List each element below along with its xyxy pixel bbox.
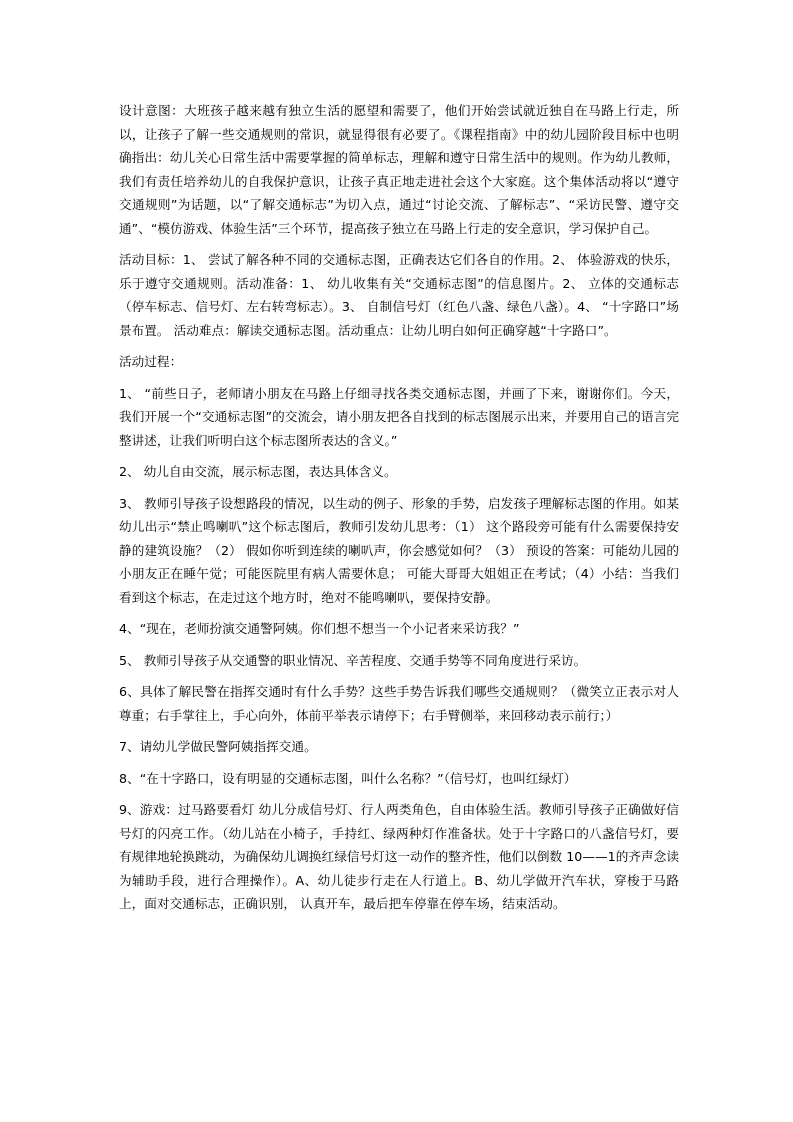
process-step-3: 3、 教师引导孩子设想路段的情况，以生动的例子、形象的手势，启发孩子理解标志图的作用。如某幼儿出示“禁止鸣喇叭”这个标志图后，教师引发幼儿思考：（1） 这个路段旁可能有什么需要保持安静的建筑设施？（2） 假如你听到连续的喇叭声，你会感觉如何？（3） 预设的答案：可能幼儿园的小朋友正在睡午觉；可能医院里有病人需要休息； 可能大哥哥大姐姐正在考试；（4）小结：当我们看到这个标志，在走过这个地方时，绝对不能鸣喇叭，要保持安静。 (119, 495, 679, 605)
activity-process-heading: 活动过程： (119, 354, 183, 369)
process-step-9: 9、游戏：过马路要看灯 幼儿分成信号灯、行人两类角色，自由体验生活。教师引导孩子正确做好信号灯的闪亮工作。（幼儿站在小椅子，手持红、绿两种灯作准备状。处于十字路口的八盏信号灯，要有规律地轮换跳动，为确保幼儿调换红绿信号灯这一动作的整齐性，他们以倒数 10——1的齐声念读为辅助手段，进行合理操作）。A、幼儿徒步行走在人行道上。B、幼儿学做开汽车状，穿梭于马路上，面对交通标志，正确识别， 认真开车，最后把车停靠在停车场，结束活动。 (119, 802, 679, 911)
design-intent-paragraph: 设计意图：大班孩子越来越有独立生活的愿望和需要了，他们开始尝试就近独自在马路上行走，所以，让孩子了解一些交通规则的常识，就显得很有必要了。《课程指南》中的幼儿园阶段目标中也明确指出：幼儿关心日常生活中需要掌握的简单标志，理解和遵守日常生活中的规则。作为幼儿教师，我们有责任培养幼儿的自我保护意识，让孩子真正地走进社会这个大家庭。这个集体活动将以“遵守交通规则”为话题，以“了解交通标志”为切入点，通过“讨论交流、了解标志”、“采访民警、遵守交通”、“模仿游戏、体验生活”三个环节，提高孩子独立在马路上行走的安全意识，学习保护自己。 (119, 103, 679, 236)
process-step-5: 5、 教师引导孩子从交通警的职业情况、辛苦程度、交通手势等不同角度进行采访。 (119, 652, 587, 668)
document-body (119, 99, 679, 924)
process-step-4: 4、“现在，老师扮演交通警阿姨。你们想不想当一个小记者来采访我？” (119, 621, 520, 636)
activity-goals-paragraph: 活动目标：1、 尝试了解各种不同的交通标志图，正确表达它们各自的作用。2、 体验游戏的快乐，乐于遵守交通规则。活动准备：1、 幼儿收集有关“交通标志图”的信息图片。2、 立体的交通标志（停车标志、信号灯、左右转弯标志）。3、 自制信号灯（红色八盏、绿色八盏）。4、 “十字路口”场景布置。 活动难点：解读交通标志图。活动重点：让幼儿明白如何正确穿越“十字路口”。 (119, 252, 679, 338)
process-step-8: 8、“在十字路口，设有明显的交通标志图，叫什么名称？”（信号灯，也叫红绿灯） (119, 770, 577, 786)
process-step-1: 1、 “前些日子，老师请小朋友在马路上仔细寻找各类交通标志图，并画了下来，谢谢你们。今天，我们开展一个“交通标志图”的交流会，请小朋友把各自找到的标志图展示出来，并要用自己的语言完整讲述，让我们听明白这个标志图所表达的含义。” (119, 385, 679, 448)
process-step-2: 2、 幼儿自由交流，展示标志图，表达具体含义。 (119, 464, 397, 479)
process-step-7: 7、请幼儿学做民警阿姨指挥交通。 (119, 739, 317, 754)
process-step-6: 6、具体了解民警在指挥交通时有什么手势？这些手势告诉我们哪些交通规则？（微笑立正表示对人尊重；右手掌往上，手心向外，体前平举表示请停下；右手臂侧举，来回移动表示前行；） (119, 684, 679, 723)
